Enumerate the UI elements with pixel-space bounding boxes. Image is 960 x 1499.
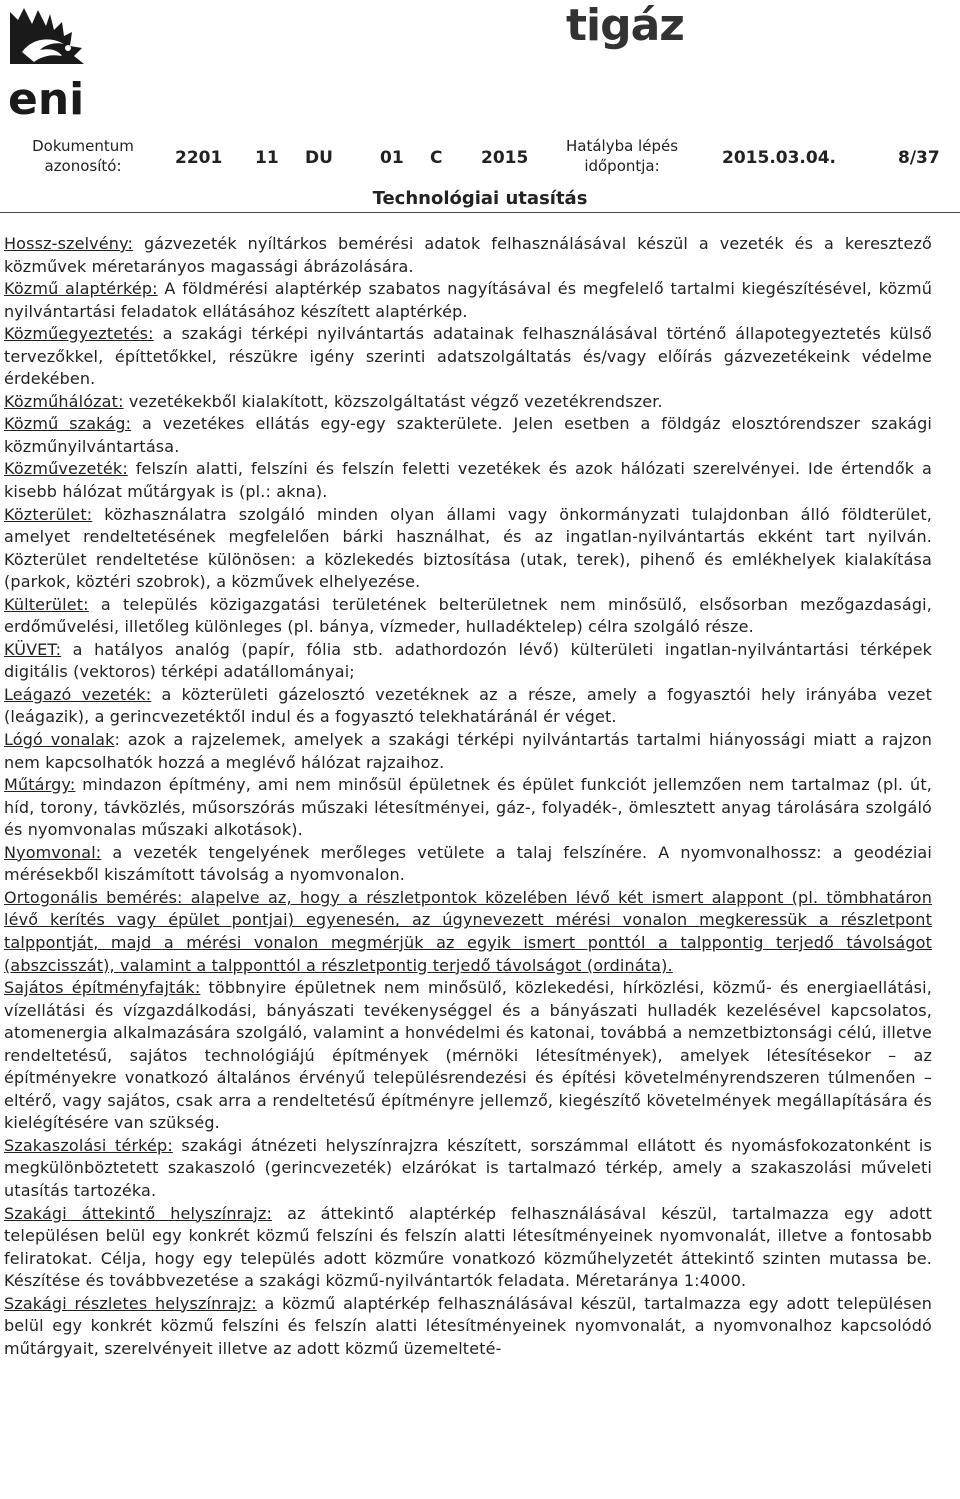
definition-term: Nyomvonal: [4, 842, 102, 862]
doc-id-part: C [430, 148, 443, 168]
definition-text: vezetékekből kialakított, közszolgáltatást végző vezetékrendszer. [123, 391, 663, 411]
definition-paragraph [4, 323, 932, 391]
definition-term: Hossz-szelvény: [4, 234, 134, 253]
document-header [0, 130, 960, 210]
definition-text: felszín alatti, felszíni és felszín feletti vezetékek és azok hálózati szerelvényei. Ide értendők a kisebb hálózat műtárgyak is (pl.: akna). [4, 459, 932, 502]
definition-paragraph [4, 1203, 932, 1293]
definition-text: A földmérési alaptérkép szabatos nagyításával és megfelelő tartalmi kiegészítésével, közmű nyilvántartási feladatok ellátásához készített alaptérkép. [4, 279, 932, 321]
doc-id-part: 11 [255, 148, 279, 168]
definition-paragraph [4, 639, 932, 684]
definition-term: Közmű alaptérkép: [4, 279, 158, 299]
definition-text: mindazon építmény, ami nem minősül épületnek és épület funkciót jellemzően nem tartalmaz (pl. út, híd, torony, távközlés, műsorszórás műszaki létesítményei, gáz-, folyadék-, ömlesztett anyag tárolására szolgáló és nyomvonalas műszaki alkotások). [4, 775, 932, 840]
definition-paragraph [4, 1293, 932, 1361]
definition-term: Ortogonális bemérés: alapelve az, hogy a részletpontok közelében lévő két ismert alappont (pl. tömbhatáron lévő kerítés vagy épület pontjai) egyenesén, az úgynevezett mérési vonalon megkeressük a részletpont talppontját, majd a mérési vonalon megmérjük az egyik ismert ponttól a talppontig terjedő távolságot (abszcisszát), valamint a talpponttól a részletpontig terjedő távolságot (ordináta). [4, 887, 932, 975]
definition-paragraph [4, 278, 932, 323]
definition-paragraph [4, 684, 932, 729]
definition-term: Külterület: [4, 594, 89, 614]
doc-id-part: DU [305, 148, 333, 168]
document-title: Technológiai utasítás [372, 188, 588, 209]
definition-text: az áttekintő alaptérkép felhasználásával készül, tartalmazza egy adott településen belül egy konkrét közmű felszíni és felszín alatti létesítményeinek nyomvonalát, illetve a fontosabb feliratokat. Célja, hogy egy település adott közműre vonatkozó közműhelyzetét áttekintő szinten mutassa be. Készítése és továbbvezetése a szakági közmű-nyilvántartók feladata. Méretaránya 1:4000. [4, 1203, 932, 1291]
definition-paragraph [4, 413, 932, 458]
doc-id-part: 01 [380, 148, 404, 168]
tigaz-logo: tigáz [566, 0, 684, 51]
definition-term: Szakaszolási térkép: [4, 1135, 173, 1155]
definition-paragraph [4, 842, 932, 887]
definition-paragraph [4, 887, 932, 977]
doc-id-label: Dokumentum azonosító: [32, 137, 134, 175]
definition-text: a vezetékes ellátás egy-egy szakterülete. Jelen esetben a földgáz elosztórendszer szakági közműnyilvántartása. [4, 414, 932, 456]
definition-text: többnyire épületnek nem minősülő, közlekedési, hírközlési, közmű- és energiaellátási, vízellátási és vízgazdálkodási, bányászati tevékenységgel és a bányászati hulladék kezelésével kapcsolatos, atomenergia alkalmazására szolgáló, valamint a honvédelmi és katonai, továbbá a nemzetbiztonsági célú, illetve rendeltetésű, sajátos technológiájú építmények (mérnöki létesítmények), amelyek létesítésekor – az építményekre vonatkozó általános érvényű településrendezési és építési követelményrendszeren túlmenően – eltérő, vagy sajátos, csak arra a rendeltetésű építményre jellemző, kiegészítő követelmények megállapítására és kielégítésére van szükség. [4, 978, 932, 1133]
definition-paragraph [4, 391, 932, 414]
definition-paragraph [4, 504, 932, 594]
definition-paragraph [4, 458, 932, 503]
definition-term: Közterület: [4, 504, 93, 524]
definition-term: Szakági áttekintő helyszínrajz: [4, 1203, 273, 1223]
definition-paragraph [4, 774, 932, 842]
doc-id-part: 2015 [481, 148, 529, 168]
definition-text: szakági átnézeti helyszínrajzra készített, sorszámmal ellátott és nyomásfokozatonként is megkülönböztetett szakaszoló (gerincvezeték) elzárókat is tartalmazó térkép, amely a szakaszolási műveleti utasítás tartozéka. [4, 1135, 932, 1200]
definition-paragraph [4, 977, 932, 1135]
definition-term: Sajátos építményfajták: [4, 978, 201, 998]
definition-term: Közműhálózat: [4, 391, 124, 411]
definition-term: Közműegyeztetés: [4, 324, 154, 344]
definition-text: a vezeték tengelyének merőleges vetülete a talaj felszínére. A nyomvonalhossz: a geodéziai mérésekből kiszámított távolság a nyomvonalon. [4, 842, 932, 885]
effective-date-label: Hatályba lépés időpontja: [565, 137, 679, 175]
header-rule [0, 212, 960, 213]
effective-date: 2015.03.04. [722, 148, 837, 168]
definition-text: a közterületi gázelosztó vezetéknek az a része, amely a fogyasztói hely irányába vezet (leágazik), a gerincvezetéktől indul és a fogyasztó telekhatáránál ér véget. [4, 684, 933, 727]
eni-logo-text: eni [8, 74, 85, 120]
definition-text: a település közigazgatási területének belterületnek nem minősülő, elsősorban mezőgazdasági, erdőművelési, illetőleg különleges (pl. bánya, vízmeder, hulladéktelep) célra szolgáló része. [4, 594, 932, 637]
definition-text: : azok a rajzelemek, amelyek a szakági térképi nyilvántartás tartalmi hiányossági miatt a rajzon nem kapcsolhatók hozzá a meglévő hálózat rajzaihoz. [4, 730, 932, 772]
definition-paragraph [4, 1135, 932, 1203]
definitions-list [4, 233, 932, 1360]
eni-logo [4, 2, 96, 120]
definition-term: Szakági részletes helyszínrajz: [4, 1293, 257, 1313]
definition-paragraph [4, 233, 932, 278]
definition-term: Közmű szakág: [4, 414, 132, 434]
definition-term: Közművezeték: [4, 459, 128, 479]
definition-term: Műtárgy: [4, 775, 76, 795]
logo-bar [0, 0, 960, 128]
definition-paragraph [4, 594, 932, 639]
definition-term: KÜVET: [4, 639, 62, 659]
definition-text: a közmű alaptérkép felhasználásával készül, tartalmazza egy adott településen belül egy konkrét közmű felszíni és felszín alatti létesítményeinek nyomvonalát, a nyomvonalhoz kapcsolódó műtárgyait, szerelvényeit illetve az adott közmű üzemelteté- [4, 1293, 932, 1358]
definition-text: közhasználatra szolgáló minden olyan állami vagy önkormányzati tulajdonban álló földterület, amelyet rendeltetésének megfelelően bárki használhat, és az ingatlan-nyilvántartás ekként tart nyilván. Közterület rendeltetése különösen: a közlekedés biztosítása (utak, terek), pihenő és emlékhelyek kialakítása (parkok, köztéri szobrok), a közművek elhelyezése. [4, 504, 932, 592]
definition-text: a szakági térképi nyilvántartás adatainak felhasználásával történő állapotegyeztetés külső tervezőkkel, építtetőkkel, részükre igény szerinti adatszolgáltatás és/vagy előírás gázvezetékeink védelme érdekében. [4, 324, 932, 389]
doc-id-part: 2201 [175, 148, 223, 168]
definition-term: Leágazó vezeték: [4, 684, 152, 704]
page-number: 8/37 [898, 148, 940, 168]
definition-text: gázvezeték nyíltárkos bemérési adatok felhasználásával készül a vezeték és a keresztező közművek méretarányos magassági ábrázolására. [4, 234, 932, 276]
definition-term: Lógó vonalak [4, 730, 115, 750]
definition-text: a hatályos analóg (papír, fólia stb. adathordozón lévő) külterületi ingatlan-nyilvántartási térképek digitális (vektoros) térképi adatállományai; [4, 639, 932, 682]
definition-paragraph [4, 729, 932, 774]
